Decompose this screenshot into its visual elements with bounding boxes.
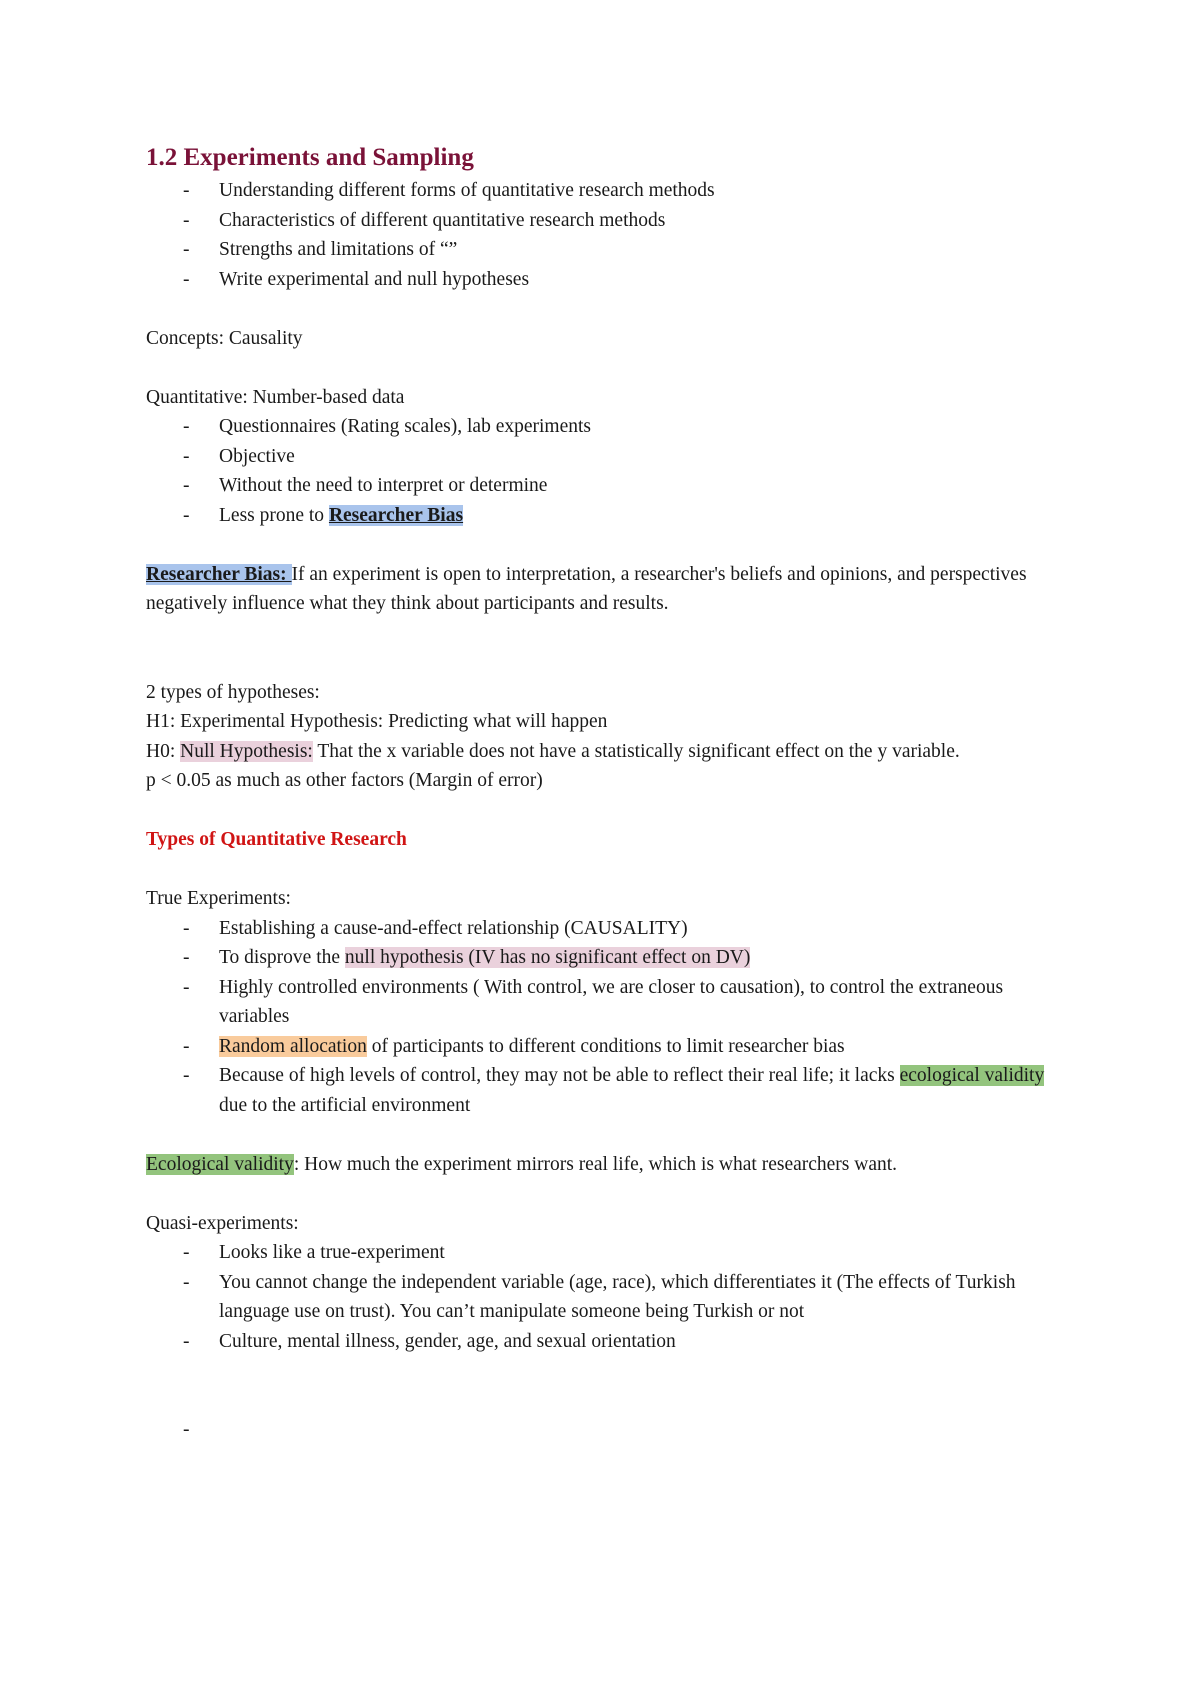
page-title: 1.2 Experiments and Sampling xyxy=(146,144,474,171)
dash-bullet: - xyxy=(183,917,190,939)
list-item: - Questionnaires (Rating scales), lab experiments xyxy=(146,412,1066,442)
list-item: - Because of high levels of control, they may not be able to reflect their real life; it lacks ecological validity due to the artificial environment xyxy=(146,1061,1066,1120)
types-heading: Types of Quantitative Research xyxy=(146,829,407,850)
dash-bullet: - xyxy=(183,475,190,496)
ecological-validity-highlight: ecological validity xyxy=(899,1065,1045,1086)
dash-bullet: - xyxy=(183,239,190,260)
dash-bullet: - xyxy=(183,1065,190,1086)
dash-bullet: - xyxy=(183,1330,190,1352)
researcher-bias-term: Researcher Bias: xyxy=(146,563,292,585)
list-item: - To disprove the null hypothesis (IV has no significant effect on DV) xyxy=(146,943,1066,973)
dash-bullet: - xyxy=(183,445,190,467)
dash-bullet: - xyxy=(183,1271,190,1293)
list-item: - Objective xyxy=(146,442,1066,472)
list-item: - Write experimental and null hypotheses xyxy=(146,265,1066,295)
quantitative-heading: Quantitative: Number-based data xyxy=(146,386,405,408)
list-item: - Less prone to Researcher Bias xyxy=(146,501,1066,531)
dash-bullet: - xyxy=(183,1419,190,1440)
list-item: - Culture, mental illness, gender, age, and sexual orientation xyxy=(146,1327,1066,1357)
dash-bullet: - xyxy=(183,947,190,968)
list-item: - Establishing a cause-and-effect relationship (CAUSALITY) xyxy=(146,914,1066,944)
dash-bullet: - xyxy=(183,416,190,437)
document-page xyxy=(146,140,1066,1440)
list-item: - You cannot change the independent variable (age, race), which differentiates it (The effects of Turkish language use on trust). You can’t manipulate someone being Turkish or not xyxy=(146,1268,1066,1327)
hypotheses-intro: 2 types of hypotheses: xyxy=(146,681,320,703)
dash-bullet: - xyxy=(183,1242,190,1263)
dash-bullet: - xyxy=(183,180,190,201)
list-item: - Without the need to interpret or determine xyxy=(146,471,1066,501)
quasi-experiments-heading: Quasi-experiments: xyxy=(146,1212,299,1234)
objectives-list xyxy=(146,176,1066,294)
concepts-line: Concepts: Causality xyxy=(146,327,303,349)
h0-line: H0: Null Hypothesis: That the x variable does not have a statistically significant effect on the y variable. xyxy=(146,740,960,762)
true-experiments-heading: True Experiments: xyxy=(146,888,291,909)
random-allocation-highlight: Random allocation xyxy=(219,1035,367,1057)
null-hypothesis-term: Null Hypothesis: xyxy=(180,740,313,762)
list-item: - Strengths and limitations of “” xyxy=(146,235,1066,265)
list-item: - Highly controlled environments ( With control, we are closer to causation), to control the extraneous variables xyxy=(146,973,1066,1032)
list-item: - Looks like a true-experiment xyxy=(146,1238,1066,1268)
researcher-bias-link[interactable]: Researcher Bias xyxy=(328,504,464,526)
dash-bullet: - xyxy=(183,504,190,526)
quasi-experiments-list xyxy=(146,1238,1066,1356)
h1-line: H1: Experimental Hypothesis: Predicting what will happen xyxy=(146,711,608,732)
quantitative-list xyxy=(146,412,1066,530)
dash-bullet: - xyxy=(183,1035,190,1057)
list-item: - Understanding different forms of quantitative research methods xyxy=(146,176,1066,206)
true-experiments-list xyxy=(146,914,1066,1121)
dash-bullet: - xyxy=(183,209,190,231)
list-item: - Random allocation of participants to different conditions to limit researcher bias xyxy=(146,1032,1066,1062)
ecological-validity-term: Ecological validity xyxy=(146,1153,294,1175)
list-item: - Characteristics of different quantitative research methods xyxy=(146,206,1066,236)
dash-bullet: - xyxy=(183,976,190,998)
dash-bullet: - xyxy=(183,268,190,290)
null-hypothesis-highlight: null hypothesis (IV has no significant effect on DV) xyxy=(344,947,751,968)
ecological-validity-definition: Ecological validity: How much the experiment mirrors real life, which is what researchers want. xyxy=(146,1153,898,1175)
researcher-bias-definition: Researcher Bias: If an experiment is open to interpretation, a researcher's beliefs and opinions, and perspectives negatively influence what they think about participants and results. xyxy=(146,563,1027,614)
p-value-line: p < 0.05 as much as other factors (Margin of error) xyxy=(146,770,543,791)
